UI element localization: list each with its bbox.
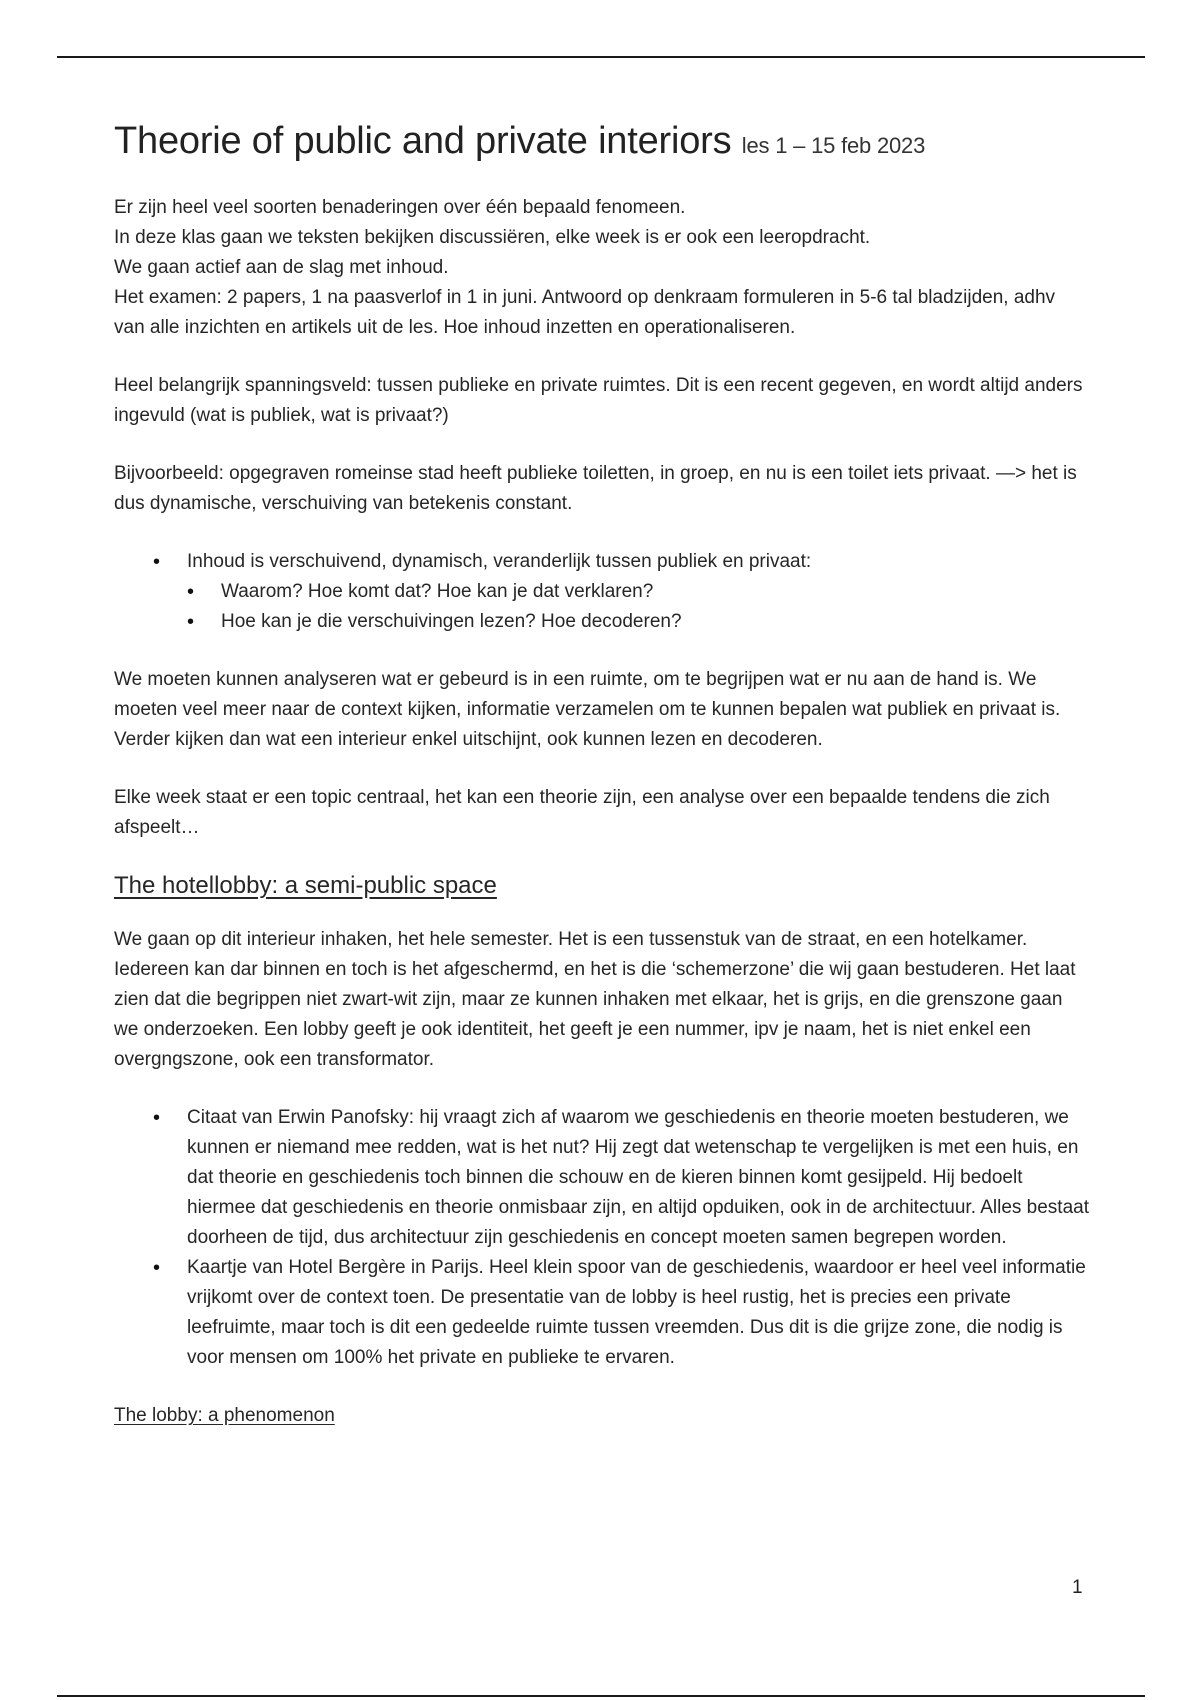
- paragraph-analyse: We moeten kunnen analyseren wat er gebeurd is in een ruimte, om te begrijpen wat er nu aan de hand is. We moeten veel meer naar de context kijken, informatie verzamelen om te kunnen bepalen wat publiek en privaat is. Verder kijken dan wat een interieur enkel uitschijnt, ook kunnen lezen en decoderen.: [114, 669, 1061, 750]
- paragraph-topic: Elke week staat er een topic centraal, het kan een theorie zijn, een analyse over een bepaalde tendens die zich afspeelt…: [114, 787, 1050, 838]
- list-item: [187, 547, 1089, 637]
- page-content: [114, 112, 1089, 1431]
- heading-phenomenon: The lobby: a phenomenon: [114, 1405, 335, 1426]
- intro-line: Het examen: 2 papers, 1 na paasverlof in 1 in juni. Antwoord op denkraam formuleren in 5-6 tal bladzijden, adhv van alle inzichten en artikels uit de les. Hoe inhoud inzetten en operationaliseren.: [114, 287, 1056, 338]
- list-item: • Citaat van Erwin Panofsky: hij vraagt zich af waarom we geschiedenis en theorie moeten bestuderen, we kunnen er niemand mee redden, wat is het nut? Hij zegt dat wetenschap te vergelijken is met een huis, en dat theorie en geschiedenis toch binnen die schouw en de kieren binnen komt gesijpeld. Hij bedoelt hiermee dat geschiedenis en theorie onmisbaar zijn, en altijd opduiken, ook in de architectuur. Alles bestaat doorheen de tijd, dus architectuur zijn geschiedenis en concept moeten samen begrepen worden.: [187, 1103, 1089, 1253]
- intro-line: In deze klas gaan we teksten bekijken discussiëren, elke week is er ook een leeropdracht.: [114, 227, 871, 248]
- bullet-list-dynamics: [114, 547, 1089, 637]
- list-item: • Kaartje van Hotel Bergère in Parijs. Heel klein spoor van de geschiedenis, waardoor er heel veel informatie vrijkomt over de context toen. De presentatie van de lobby is heel rustig, het is precies een private leefruimte, maar toch is dit een gedeelde ruimte tussen vreemden. Dus dit is die grijze zone, die nodig is voor mensen om 100% het private en publieke te ervaren.: [187, 1253, 1089, 1373]
- page-number: 1: [1072, 1577, 1083, 1598]
- heading-hotellobby: The hotellobby: a semi-public space: [114, 872, 497, 899]
- list-item-text: Inhoud is verschuivend, dynamisch, veranderlijk tussen publiek en privaat:: [187, 551, 812, 572]
- title-lesson-date: les 1 – 15 feb 2023: [741, 133, 926, 158]
- page-title: [114, 112, 1089, 175]
- intro-block: [114, 193, 1089, 343]
- paragraph-voorbeeld: Bijvoorbeeld: opgegraven romeinse stad heeft publieke toiletten, in groep, en nu is een toilet iets privaat. —> het is dus dynamische, verschuiving van betekenis constant.: [114, 463, 1077, 514]
- paragraph-lobby: We gaan op dit interieur inhaken, het hele semester. Het is een tussenstuk van de straat, en een hotelkamer. Iedereen kan dar binnen en toch is het afgeschermd, en het is die ‘schemerzone’ die wij gaan bestuderen. Het laat zien dat die begrippen niet zwart-wit zijn, maar ze kunnen inhaken met elkaar, het is grijs, en die grenszone gaan we onderzoeken. Een lobby geeft je ook identiteit, het geeft je een nummer, ipv je naam, het is niet enkel een overgngszone, ook een transformator.: [114, 929, 1076, 1070]
- paragraph-spanningsveld: Heel belangrijk spanningsveld: tussen publieke en private ruimtes. Dit is een recent gegeven, en wordt altijd anders ingevuld (wat is publiek, wat is privaat?): [114, 375, 1083, 426]
- title-main: Theorie of public and private interiors: [114, 120, 732, 162]
- top-rule: [57, 56, 1145, 58]
- list-item: • Waarom? Hoe komt dat? Hoe kan je dat verklaren?: [221, 577, 1089, 607]
- bullet-list-lobby: [114, 1103, 1089, 1373]
- intro-line: We gaan actief aan de slag met inhoud.: [114, 257, 449, 278]
- intro-line: Er zijn heel veel soorten benaderingen over één bepaald fenomeen.: [114, 197, 686, 218]
- bottom-rule: [57, 1695, 1145, 1697]
- sub-bullet-list: [187, 577, 1089, 637]
- list-item: • Hoe kan je die verschuivingen lezen? Hoe decoderen?: [221, 607, 1089, 637]
